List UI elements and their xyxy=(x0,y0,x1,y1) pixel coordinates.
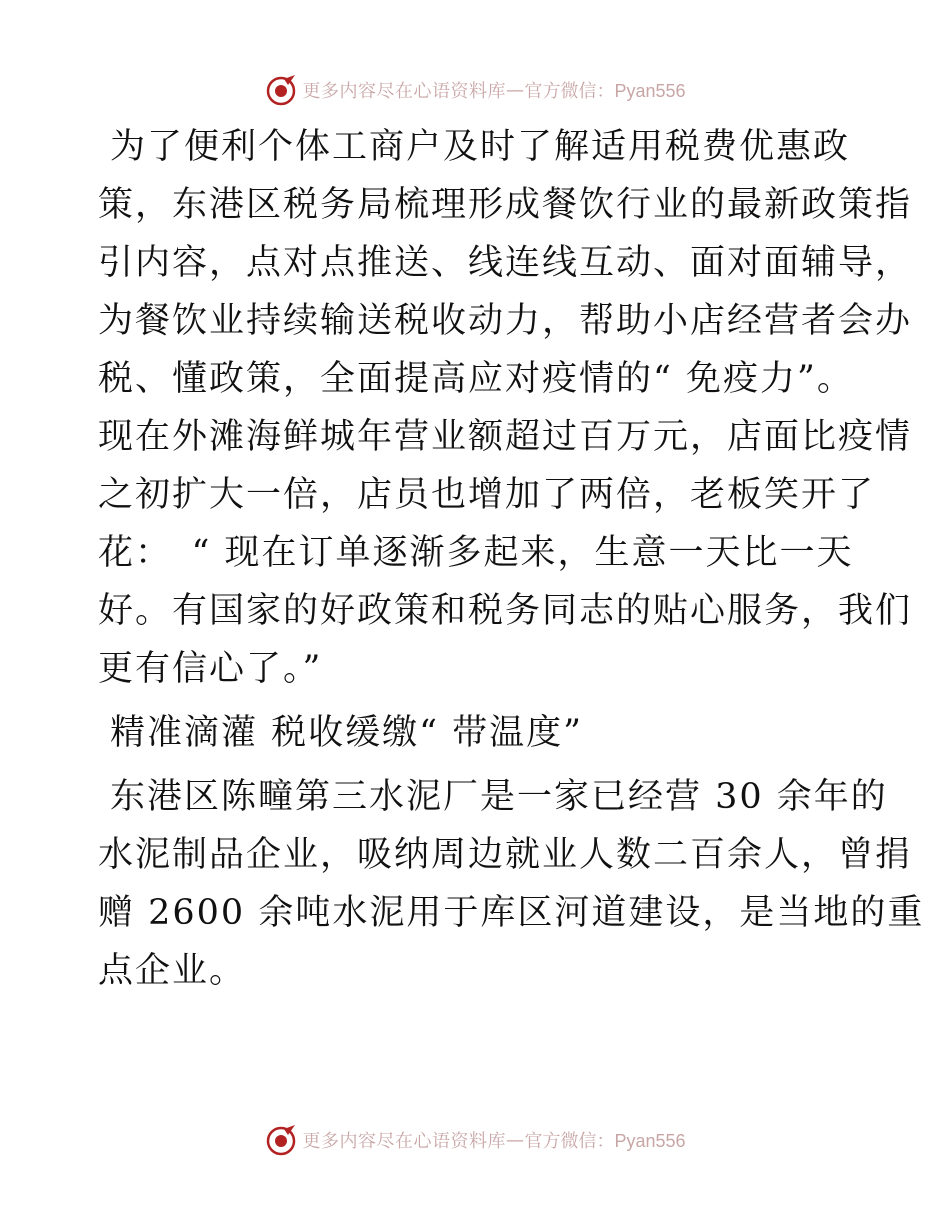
text-line: 税、懂政策，全面提高应对疫情的“ 免疫力”。 xyxy=(98,359,854,399)
text-line: 点企业。 xyxy=(98,951,247,991)
text-line: 东港区陈疃第三水泥厂是一家已经营 30 余年的 xyxy=(110,777,888,817)
text-line: 为了便利个体工商户及时了解适用税费优惠政 xyxy=(110,127,851,167)
text-line: 水泥制品企业，吸纳周边就业人数二百余人，曾捐 xyxy=(98,835,913,875)
watermark-wechat: 官方微信：Pyan556 xyxy=(524,1131,686,1151)
text-line: 为餐饮业持续输送税收动力，帮助小店经营者会办 xyxy=(98,301,913,341)
watermark-banner-top xyxy=(0,70,950,110)
brush-logo-icon xyxy=(264,73,298,107)
text-line: 更有信心了。” xyxy=(98,649,323,689)
watermark-wechat: 官方微信：Pyan556 xyxy=(524,81,686,101)
text-line: 引内容，点对点推送、线连线互动、面对面辅导， xyxy=(98,243,913,283)
watermark-banner-bottom xyxy=(0,1120,950,1160)
paragraph-1 xyxy=(98,118,913,698)
section-heading: 精准滴灌 税收缓缴“ 带温度” xyxy=(110,713,584,753)
watermark-dash: — xyxy=(505,79,525,101)
article-body xyxy=(98,118,925,1000)
watermark-text: 更多内容尽在心语资料库 xyxy=(302,81,506,102)
text-line: 之初扩大一倍，店员也增加了两倍，老板笑开了 xyxy=(98,475,876,515)
text-line: 好。有国家的好政策和税务同志的贴心服务，我们 xyxy=(98,591,913,631)
text-line: 花： “ 现在订单逐渐多起来，生意一天比一天 xyxy=(98,533,854,573)
paragraph-2 xyxy=(98,768,925,1000)
watermark-text: 更多内容尽在心语资料库 xyxy=(302,1131,506,1152)
text-line: 现在外滩海鲜城年营业额超过百万元，店面比疫情 xyxy=(98,417,913,457)
watermark-dash: — xyxy=(505,1129,525,1151)
brush-logo-icon xyxy=(264,1123,298,1157)
text-line: 策，东港区税务局梳理形成餐饮行业的最新政策指 xyxy=(98,185,913,225)
text-line: 赠 2600 余吨水泥用于库区河道建设，是当地的重 xyxy=(98,893,925,933)
